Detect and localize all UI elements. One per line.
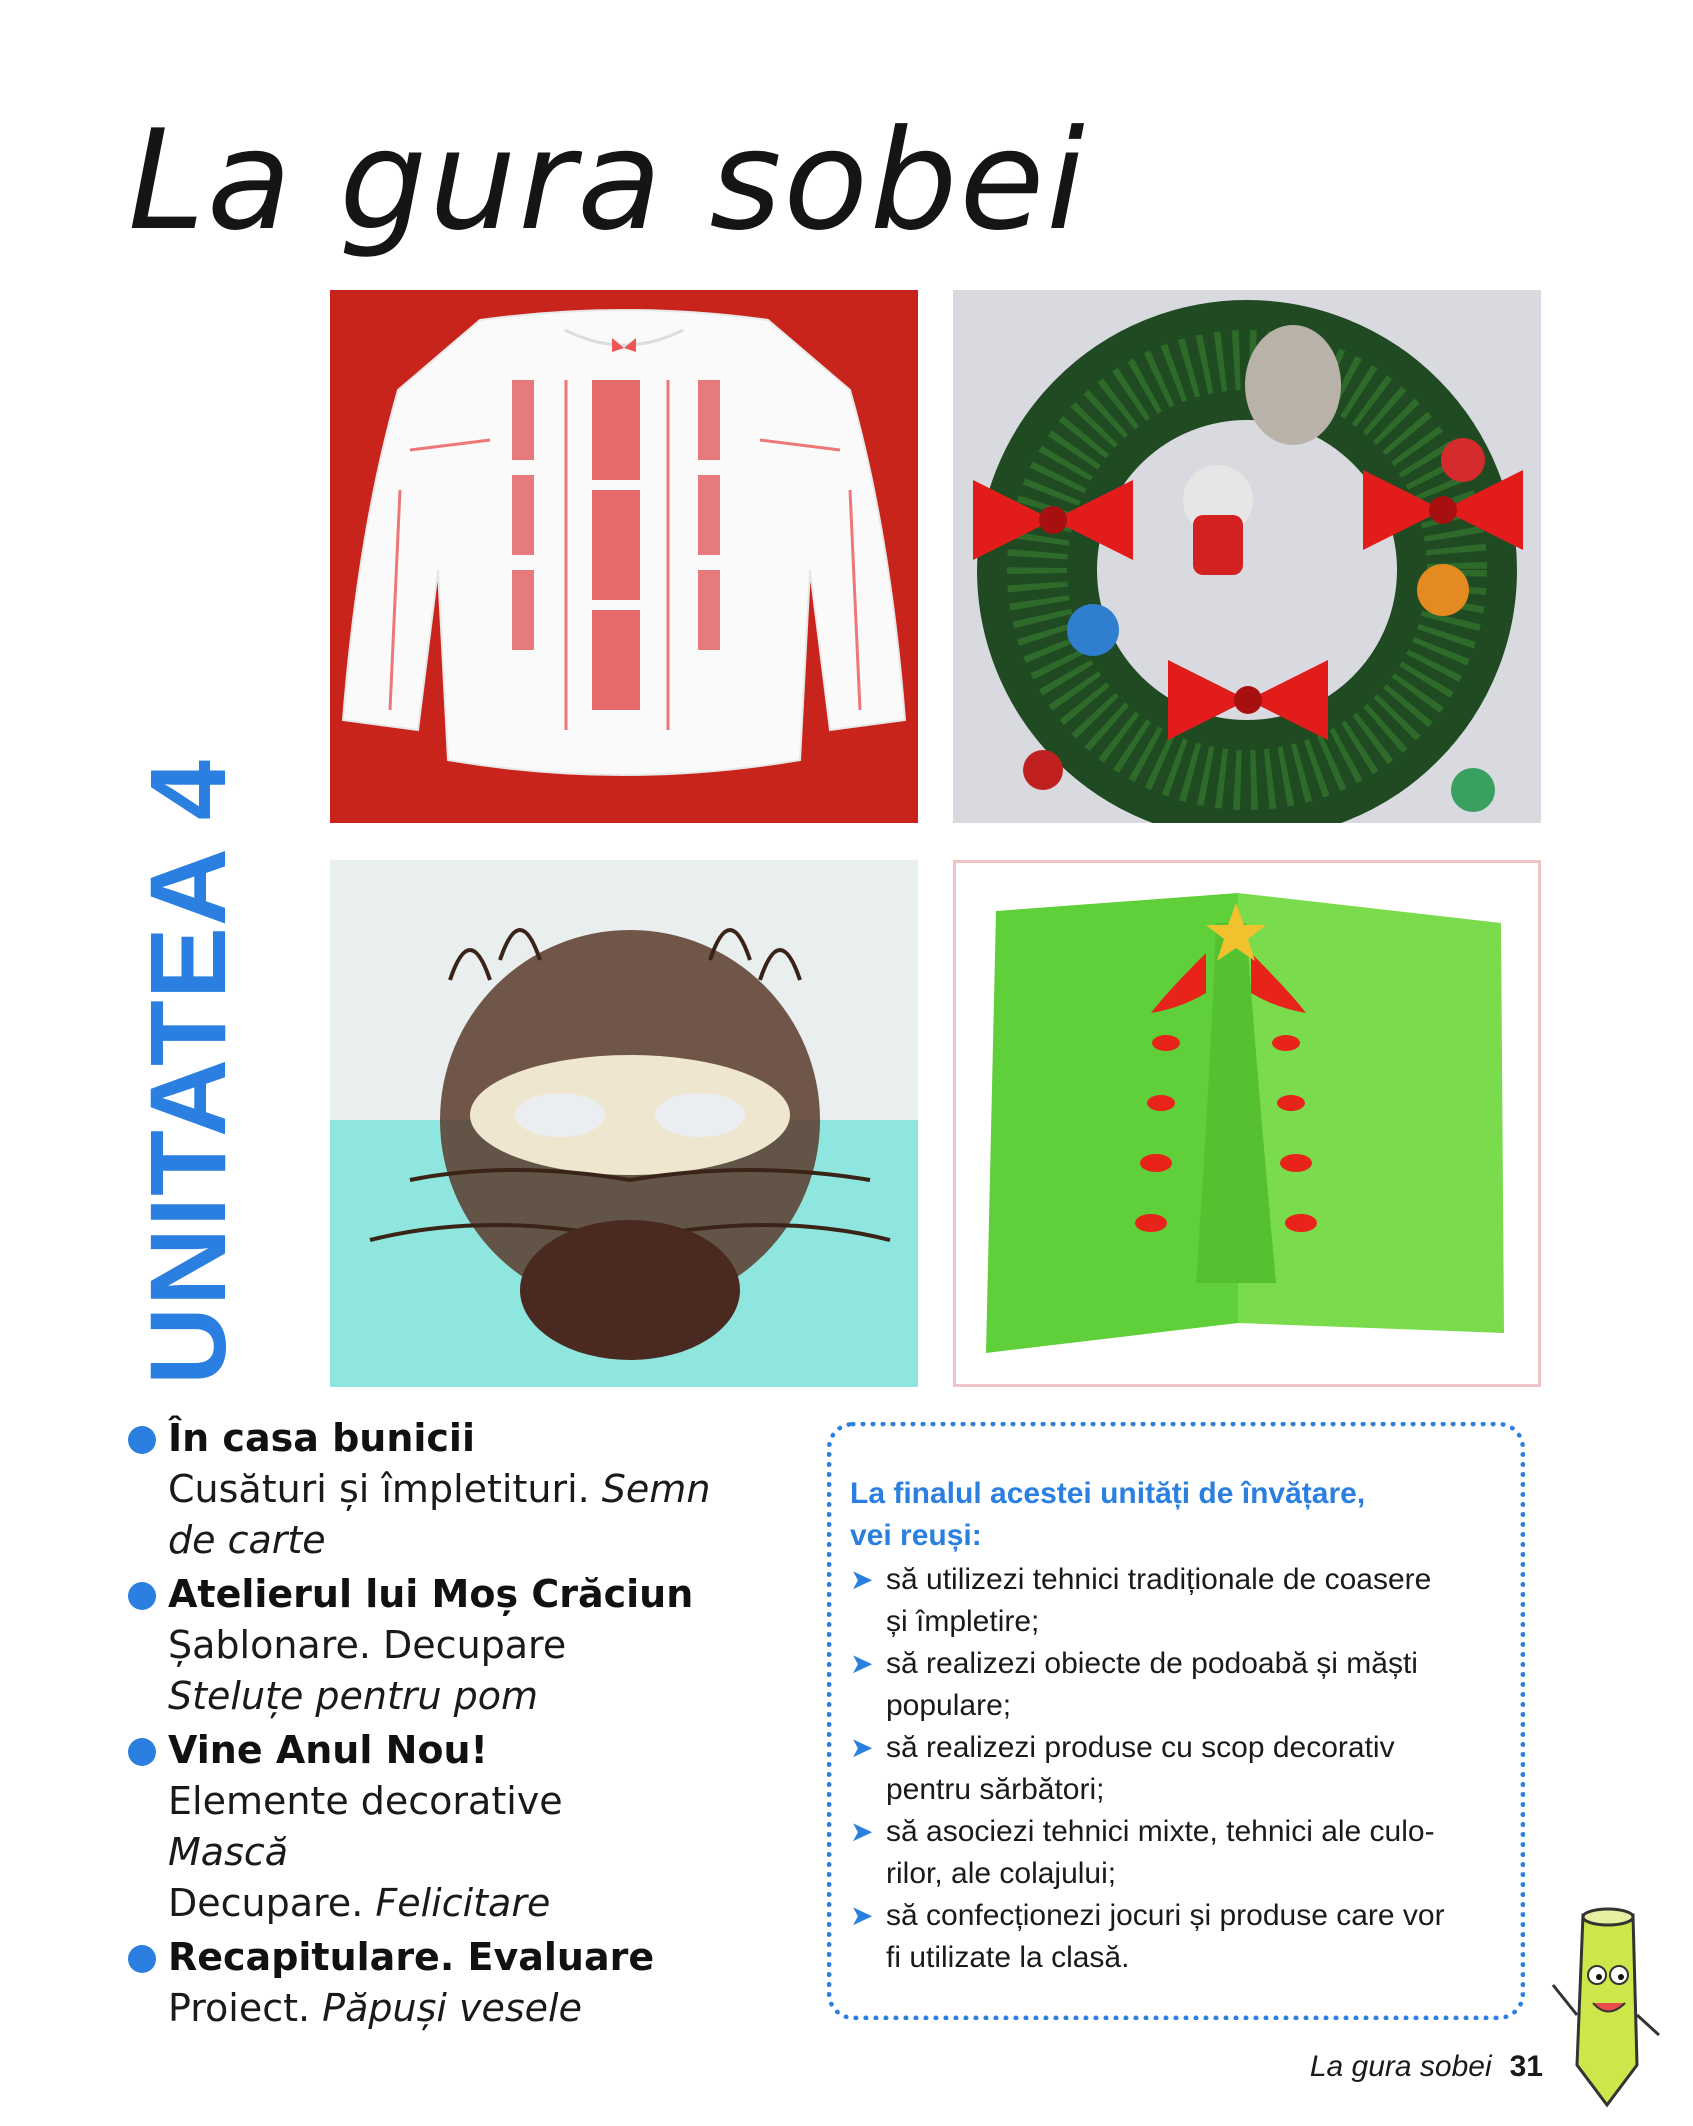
goal-item-line: și împletire; (886, 1605, 1040, 1638)
arrow-right-icon: ➤ (850, 1648, 874, 1679)
contents-item-text: Șablonare. Decupare (168, 1623, 567, 1667)
contents-item-text: Mască (168, 1830, 289, 1874)
goal-item-line: pentru sărbători; (886, 1773, 1105, 1806)
contents-item-title: În casa bunicii (168, 1416, 475, 1460)
bullet-dot-icon (128, 1945, 156, 1973)
goals-list (850, 1559, 1500, 1979)
contents-item-line (168, 1776, 764, 1827)
learning-goals-box (827, 1422, 1525, 2020)
goal-item (850, 1727, 1500, 1811)
contents-item-text: Elemente decorative (168, 1779, 563, 1823)
contents-item-text: de carte (168, 1518, 326, 1562)
photo-woven-mask (330, 860, 918, 1387)
goals-heading (850, 1473, 1500, 1557)
card-illustration (956, 863, 1538, 1384)
contents-item-text: Proiect. (168, 1986, 323, 2030)
goal-item (850, 1643, 1500, 1727)
contents-item-line (168, 1515, 764, 1566)
contents-item-title: Recapitulare. Evaluare (168, 1935, 655, 1979)
goal-item-line: fi utilizate la clasă. (886, 1941, 1130, 1974)
arrow-right-icon: ➤ (850, 1564, 874, 1595)
contents-item-line (168, 1983, 764, 2034)
arrow-right-icon: ➤ (850, 1816, 874, 1847)
blouse-illustration (330, 290, 918, 823)
photo-embroidered-blouse (330, 290, 918, 823)
contents-item-title: Vine Anul Nou! (168, 1728, 488, 1772)
photo-popup-tree-card (953, 860, 1541, 1387)
bullet-dot-icon (128, 1738, 156, 1766)
goal-item-line: rilor, ale colajului; (886, 1857, 1117, 1890)
arrow-right-icon: ➤ (850, 1732, 874, 1763)
unit-label: UNITATEA 4 (127, 759, 248, 1385)
contents-item-text: Steluțe pentru pom (168, 1674, 539, 1718)
arrow-right-icon: ➤ (850, 1900, 874, 1931)
contents-item (124, 1568, 764, 1722)
contents-item (124, 1412, 764, 1566)
mask-illustration (330, 860, 918, 1387)
goal-item-line: populare; (886, 1689, 1012, 1722)
photo-christmas-wreath (953, 290, 1541, 823)
goal-item-line: să realizezi produse cu scop decorativ (886, 1731, 1395, 1764)
contents-item (124, 1931, 764, 2034)
contents-item-line (168, 1620, 764, 1671)
goal-item-line: să confecționezi jocuri și produse care vor (886, 1899, 1445, 1932)
unit-contents-list (124, 1412, 764, 2036)
goals-heading-line: vei reuși: (850, 1519, 982, 1552)
bullet-dot-icon (128, 1582, 156, 1610)
contents-item (124, 1724, 764, 1929)
pencil-mascot-icon (1545, 1905, 1665, 2110)
contents-item-text: Păpuși vesele (322, 1986, 582, 2030)
contents-item-line (168, 1827, 764, 1878)
page-number: 31 (1509, 2050, 1543, 2083)
footer-title: La gura sobei (1309, 2050, 1492, 2083)
contents-item-text: Semn (601, 1467, 711, 1511)
goal-item-line: să utilizezi tehnici tradiționale de coasere (886, 1563, 1432, 1596)
page-title: La gura sobei (128, 100, 1087, 261)
contents-item-title: Atelierul lui Moș Crăciun (168, 1572, 694, 1616)
wreath-illustration (953, 290, 1541, 823)
goals-heading-line: La finalul acestei unități de învățare, (850, 1477, 1366, 1510)
contents-item-line (168, 1464, 764, 1515)
goal-item (850, 1811, 1500, 1895)
contents-item-text: Cusături și împletituri. (168, 1467, 602, 1511)
goal-item-line: să realizezi obiecte de podoabă și măști (886, 1647, 1418, 1680)
goal-item (850, 1559, 1500, 1643)
contents-item-text: Felicitare (375, 1881, 551, 1925)
bullet-dot-icon (128, 1426, 156, 1454)
contents-item-line (168, 1878, 764, 1929)
goal-item (850, 1895, 1500, 1979)
contents-item-line (168, 1671, 764, 1722)
contents-item-text: Decupare. (168, 1881, 376, 1925)
goal-item-line: să asociezi tehnici mixte, tehnici ale culo- (886, 1815, 1435, 1848)
page-footer (1310, 2050, 1543, 2084)
